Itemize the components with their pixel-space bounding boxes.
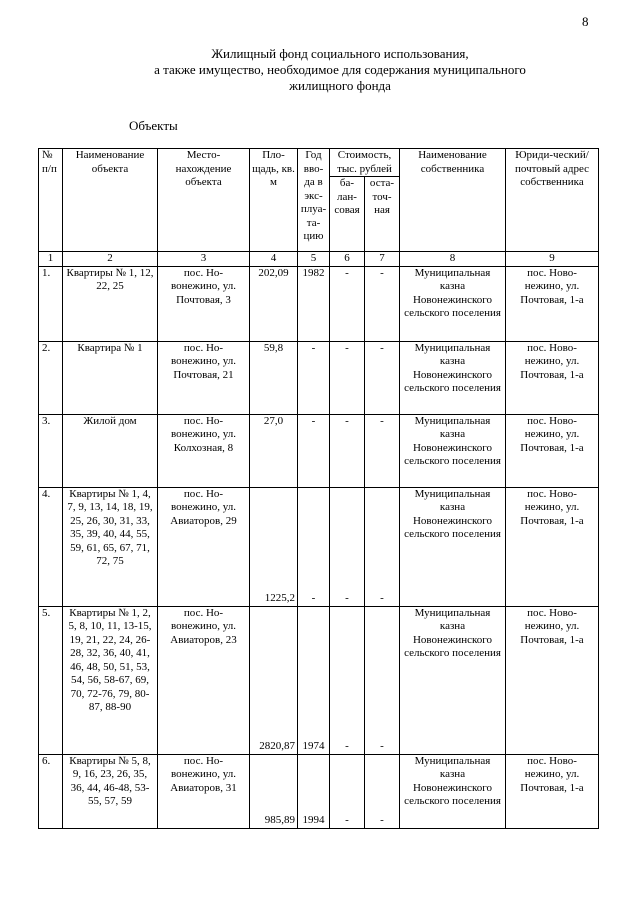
cell-num: 5. (39, 606, 63, 754)
column-number: 2 (63, 252, 158, 267)
cell-name: Квартира № 1 (63, 341, 158, 414)
cell-name: Квартиры № 5, 8, 9, 16, 23, 26, 35, 36, 44, 46-48, 53-55, 57, 59 (63, 754, 158, 828)
column-number: 3 (158, 252, 250, 267)
cell-location: пос. Но-вонежино, ул. Авиаторов, 31 (158, 754, 250, 828)
table-row (39, 341, 599, 414)
page-number: 8 (582, 14, 589, 29)
cell-num: 1. (39, 266, 63, 341)
table-row (39, 606, 599, 754)
cell-address: пос. Ново-нежино, ул. Почтовая, 1-а (506, 606, 599, 754)
cell-cost-base: - (330, 606, 365, 754)
document-title (90, 46, 590, 94)
cell-owner: Муниципальная казна Новонежинского сельского поселения (400, 266, 506, 341)
cell-location: пос. Но-вонежино, ул. Почтовая, 3 (158, 266, 250, 341)
table-row (39, 487, 599, 606)
cell-location: пос. Но-вонежино, ул. Авиаторов, 23 (158, 606, 250, 754)
column-number-row (39, 252, 599, 267)
cell-address: пос. Ново-нежино, ул. Почтовая, 1-а (506, 341, 599, 414)
column-number: 9 (506, 252, 599, 267)
cell-address: пос. Ново-нежино, ул. Почтовая, 1-а (506, 754, 599, 828)
cell-name: Квартиры № 1, 12, 22, 25 (63, 266, 158, 341)
cell-cost-base: - (330, 487, 365, 606)
cell-year: 1994 (298, 754, 330, 828)
cell-name: Квартиры № 1, 2, 5, 8, 10, 11, 13-15, 19, 21, 22, 24, 26-28, 32, 36, 40, 41, 46, 48, 50, 51, 53, 54, 56, 58-67, 69, 70, 72-76, 79, 80-87, 88-90 (63, 606, 158, 754)
cell-owner: Муниципальная казна Новонежинского сельского поселения (400, 754, 506, 828)
table-row (39, 266, 599, 341)
column-number: 6 (330, 252, 365, 267)
cell-year: - (298, 487, 330, 606)
header-owner: Наименование собственника (400, 149, 506, 252)
cell-owner: Муниципальная казна Новонежинского сельского поселения (400, 606, 506, 754)
cell-address: пос. Ново-нежино, ул. Почтовая, 1-а (506, 487, 599, 606)
cell-year: - (298, 414, 330, 487)
cell-year: - (298, 341, 330, 414)
header-name: Наименование объекта (63, 149, 158, 252)
cell-owner: Муниципальная казна Новонежинского сельского поселения (400, 487, 506, 606)
header-cost: Стоимость, тыс. рублей (330, 149, 400, 177)
cell-owner: Муниципальная казна Новонежинского сельского поселения (400, 341, 506, 414)
cell-cost-residual: - (365, 266, 400, 341)
column-number: 7 (365, 252, 400, 267)
cell-name: Квартиры № 1, 4, 7, 9, 13, 14, 18, 19, 25, 26, 30, 31, 33, 35, 39, 40, 44, 55, 59, 61, 65, 67, 71, 72, 75 (63, 487, 158, 606)
header-area: Пло-щадь, кв. м (250, 149, 298, 252)
cell-cost-residual: - (365, 754, 400, 828)
cell-cost-residual: - (365, 606, 400, 754)
cell-area: 27,0 (250, 414, 298, 487)
title-line-3: жилищного фонда (289, 78, 391, 93)
cell-location: пос. Но-вонежино, ул. Колхозная, 8 (158, 414, 250, 487)
cell-area: 59,8 (250, 341, 298, 414)
column-number: 4 (250, 252, 298, 267)
cell-address: пос. Ново-нежино, ул. Почтовая, 1-а (506, 414, 599, 487)
cell-owner: Муниципальная казна Новонежинского сельского поселения (400, 414, 506, 487)
cell-num: 3. (39, 414, 63, 487)
title-line-1: Жилищный фонд социального использования, (211, 46, 469, 61)
column-number: 1 (39, 252, 63, 267)
housing-fund-table (38, 148, 599, 829)
section-label: Объекты (129, 118, 178, 133)
cell-cost-base: - (330, 341, 365, 414)
title-line-2: а также имущество, необходимое для содержания муниципального (154, 62, 526, 77)
table-row (39, 754, 599, 828)
header-address: Юриди-ческий/ почтовый адрес собственника (506, 149, 599, 252)
cell-cost-base: - (330, 754, 365, 828)
cell-cost-base: - (330, 266, 365, 341)
header-cost-base: ба-лан-совая (330, 177, 365, 252)
cell-cost-base: - (330, 414, 365, 487)
cell-location: пос. Но-вонежино, ул. Авиаторов, 29 (158, 487, 250, 606)
cell-num: 6. (39, 754, 63, 828)
header-year: Год вво-да в экс-плуа-та-цию (298, 149, 330, 252)
cell-location: пос. Но-вонежино, ул. Почтовая, 21 (158, 341, 250, 414)
column-number: 5 (298, 252, 330, 267)
cell-num: 2. (39, 341, 63, 414)
cell-address: пос. Ново-нежино, ул. Почтовая, 1-а (506, 266, 599, 341)
table-row (39, 414, 599, 487)
header-num: № п/п (39, 149, 63, 252)
cell-year: 1982 (298, 266, 330, 341)
cell-area: 2820,87 (250, 606, 298, 754)
cell-cost-residual: - (365, 414, 400, 487)
cell-name: Жилой дом (63, 414, 158, 487)
header-cost-residual: оста-точ-ная (365, 177, 400, 252)
cell-area: 1225,2 (250, 487, 298, 606)
cell-area: 985,89 (250, 754, 298, 828)
cell-cost-residual: - (365, 341, 400, 414)
cell-area: 202,09 (250, 266, 298, 341)
cell-year: 1974 (298, 606, 330, 754)
column-number: 8 (400, 252, 506, 267)
cell-num: 4. (39, 487, 63, 606)
header-location: Место-нахождение объекта (158, 149, 250, 252)
cell-cost-residual: - (365, 487, 400, 606)
